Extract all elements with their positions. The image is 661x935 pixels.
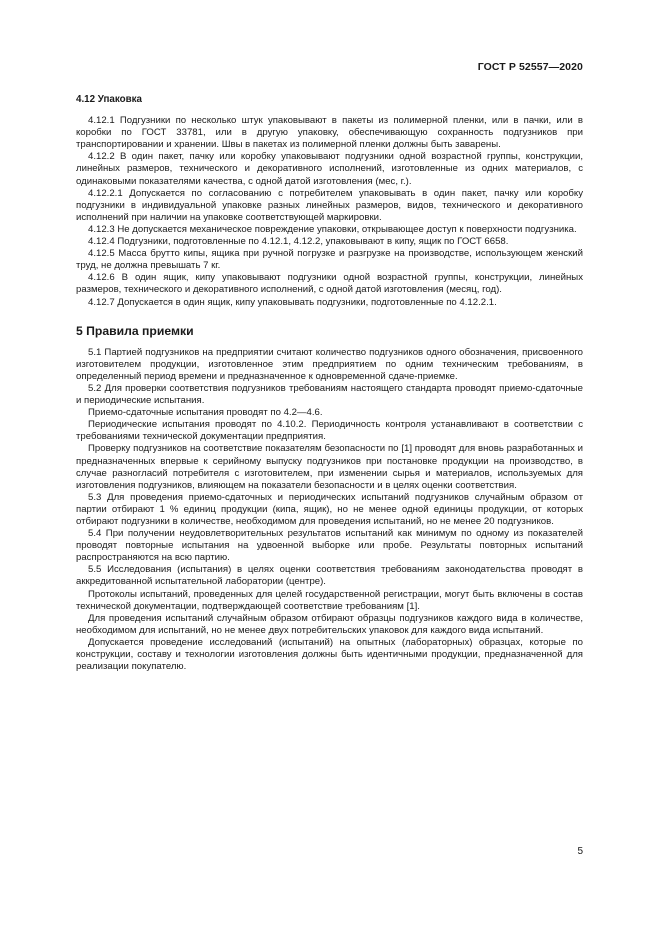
section-4-12-body [76, 115, 583, 309]
paragraph: 5.1 Партией подгузников на предприятии считают количество подгузников одного обозначения, присвоенного изготовителем продукции, изготовленное этим предприятием по одним техническим требованиям, в определенный период времени и предназначенное к одновременной сдаче-приемке. [76, 346, 583, 382]
paragraph: 4.12.5 Масса брутто кипы, ящика при ручной погрузке и разгрузке на производстве, использующем женский труд, не должна превышать 7 кг. [76, 248, 583, 272]
paragraph: 5.2 Для проверки соответствия подгузников требованиям настоящего стандарта проводят приемо-сдаточные и периодические испытания. [76, 382, 583, 407]
paragraph: Протоколы испытаний, проведенных для целей государственной регистрации, могут быть включены в состав технической документации, подтверждающей соответствие требованиям [1]. [76, 588, 583, 612]
paragraph: 4.12.2.1 Допускается по согласованию с потребителем упаковывать в один пакет, пачку или коробку подгузники в индивидуальной упаковке разных линейных размеров, видов, технического и декоративного исполнений при наличии на упаковке соответствующей маркировки. [76, 187, 583, 223]
paragraph: 4.12.6 В один ящик, кипу упаковывают подгузники одной возрастной группы, конструкции, линейных размеров, технического и декоративного исполнений, с одной датой изготовления (месяц, год). [76, 272, 583, 296]
paragraph: 4.12.4 Подгузники, подготовленные по 4.12.1, 4.12.2, упаковывают в кипу, ящик по ГОСТ 6658. [88, 236, 509, 248]
paragraph: Проверку подгузников на соответствие показателям безопасности по [1] проводят для вновь разработанных и предназначенных впервые к серийному выпуску подгузников при постановке продукции на производство, в случае разногласий потребителя с изготовителем, при изменении сырья и материалов, используемых для изготовления подгузников, влияющем на показатели безопасности и в целях оценки соответствия. [76, 443, 583, 491]
paragraph: Приемо-сдаточные испытания проводят по 4.2—4.6. [88, 407, 323, 419]
paragraph: 4.12.1 Подгузники по несколько штук упаковывают в пакеты из полимерной пленки, или в пачки, или в коробки по ГОСТ 33781, или в другую упаковку, обеспечивающую сохранность подгузников при транспортировании и хранении. Швы в пакетах из полимерной пленки должны быть заварены. [76, 115, 583, 151]
section-5-heading: 5 Правила приемки [76, 323, 194, 338]
page-body [76, 90, 583, 673]
paragraph: 5.4 При получении неудовлетворительных результатов испытаний как минимум по одному из показателей проводят повторные испытания на удвоенной выборке или пробе. Результаты повторных испытаний распространяются на всю партию. [76, 528, 583, 564]
paragraph: Периодические испытания проводят по 4.10.2. Периодичность контроля устанавливают в соответствии с требованиями технической документации предприятия. [76, 419, 583, 443]
paragraph: 5.3 Для проведения приемо-сдаточных и периодических испытаний подгузников случайным образом от партии отбирают 1 % единиц продукции (кипа, ящик), но не менее одной единицы продукции, от которых отбирают подгузники в количестве, необходимом для проведения испытаний, но не менее 20 подгузников. [76, 491, 583, 527]
paragraph: Для проведения испытаний случайным образом отбирают образцы подгузников каждого вида в количестве, необходимом для испытаний, но не менее двух потребительских упаковок для каждого вида испытаний. [76, 612, 583, 636]
paragraph: 4.12.7 Допускается в один ящик, кипу упаковывать подгузники, подготовленные по 4.12.2.1. [88, 296, 497, 308]
paragraph: Допускается проведение исследований (испытаний) на опытных (лабораторных) образцах, которые по конструкции, составу и технологии изготовления должны быть идентичными продукции, предназначенной для реализации покупателю. [76, 636, 583, 673]
paragraph: 4.12.2 В один пакет, пачку или коробку упаковывают подгузники одной возрастной группы, конструкции, линейных размеров, технического и декоративного исполнений, изготовленные из одних материалов, с одинаковыми показателями качества, с одной датой изготовления (мес, г.). [76, 151, 583, 187]
section-5-body [76, 347, 583, 674]
page-number: 5 [577, 846, 583, 857]
paragraph: 4.12.3 Не допускается механическое повреждение упаковки, открывающее доступ к поверхности подгузника. [88, 223, 577, 235]
section-4-12-heading: 4.12 Упаковка [76, 94, 143, 105]
document-id: ГОСТ Р 52557—2020 [477, 61, 583, 73]
paragraph: 5.5 Исследования (испытания) в целях оценки соответствия требованиям законодательства проводят в аккредитованной испытательной лаборатории (центре). [76, 564, 583, 588]
